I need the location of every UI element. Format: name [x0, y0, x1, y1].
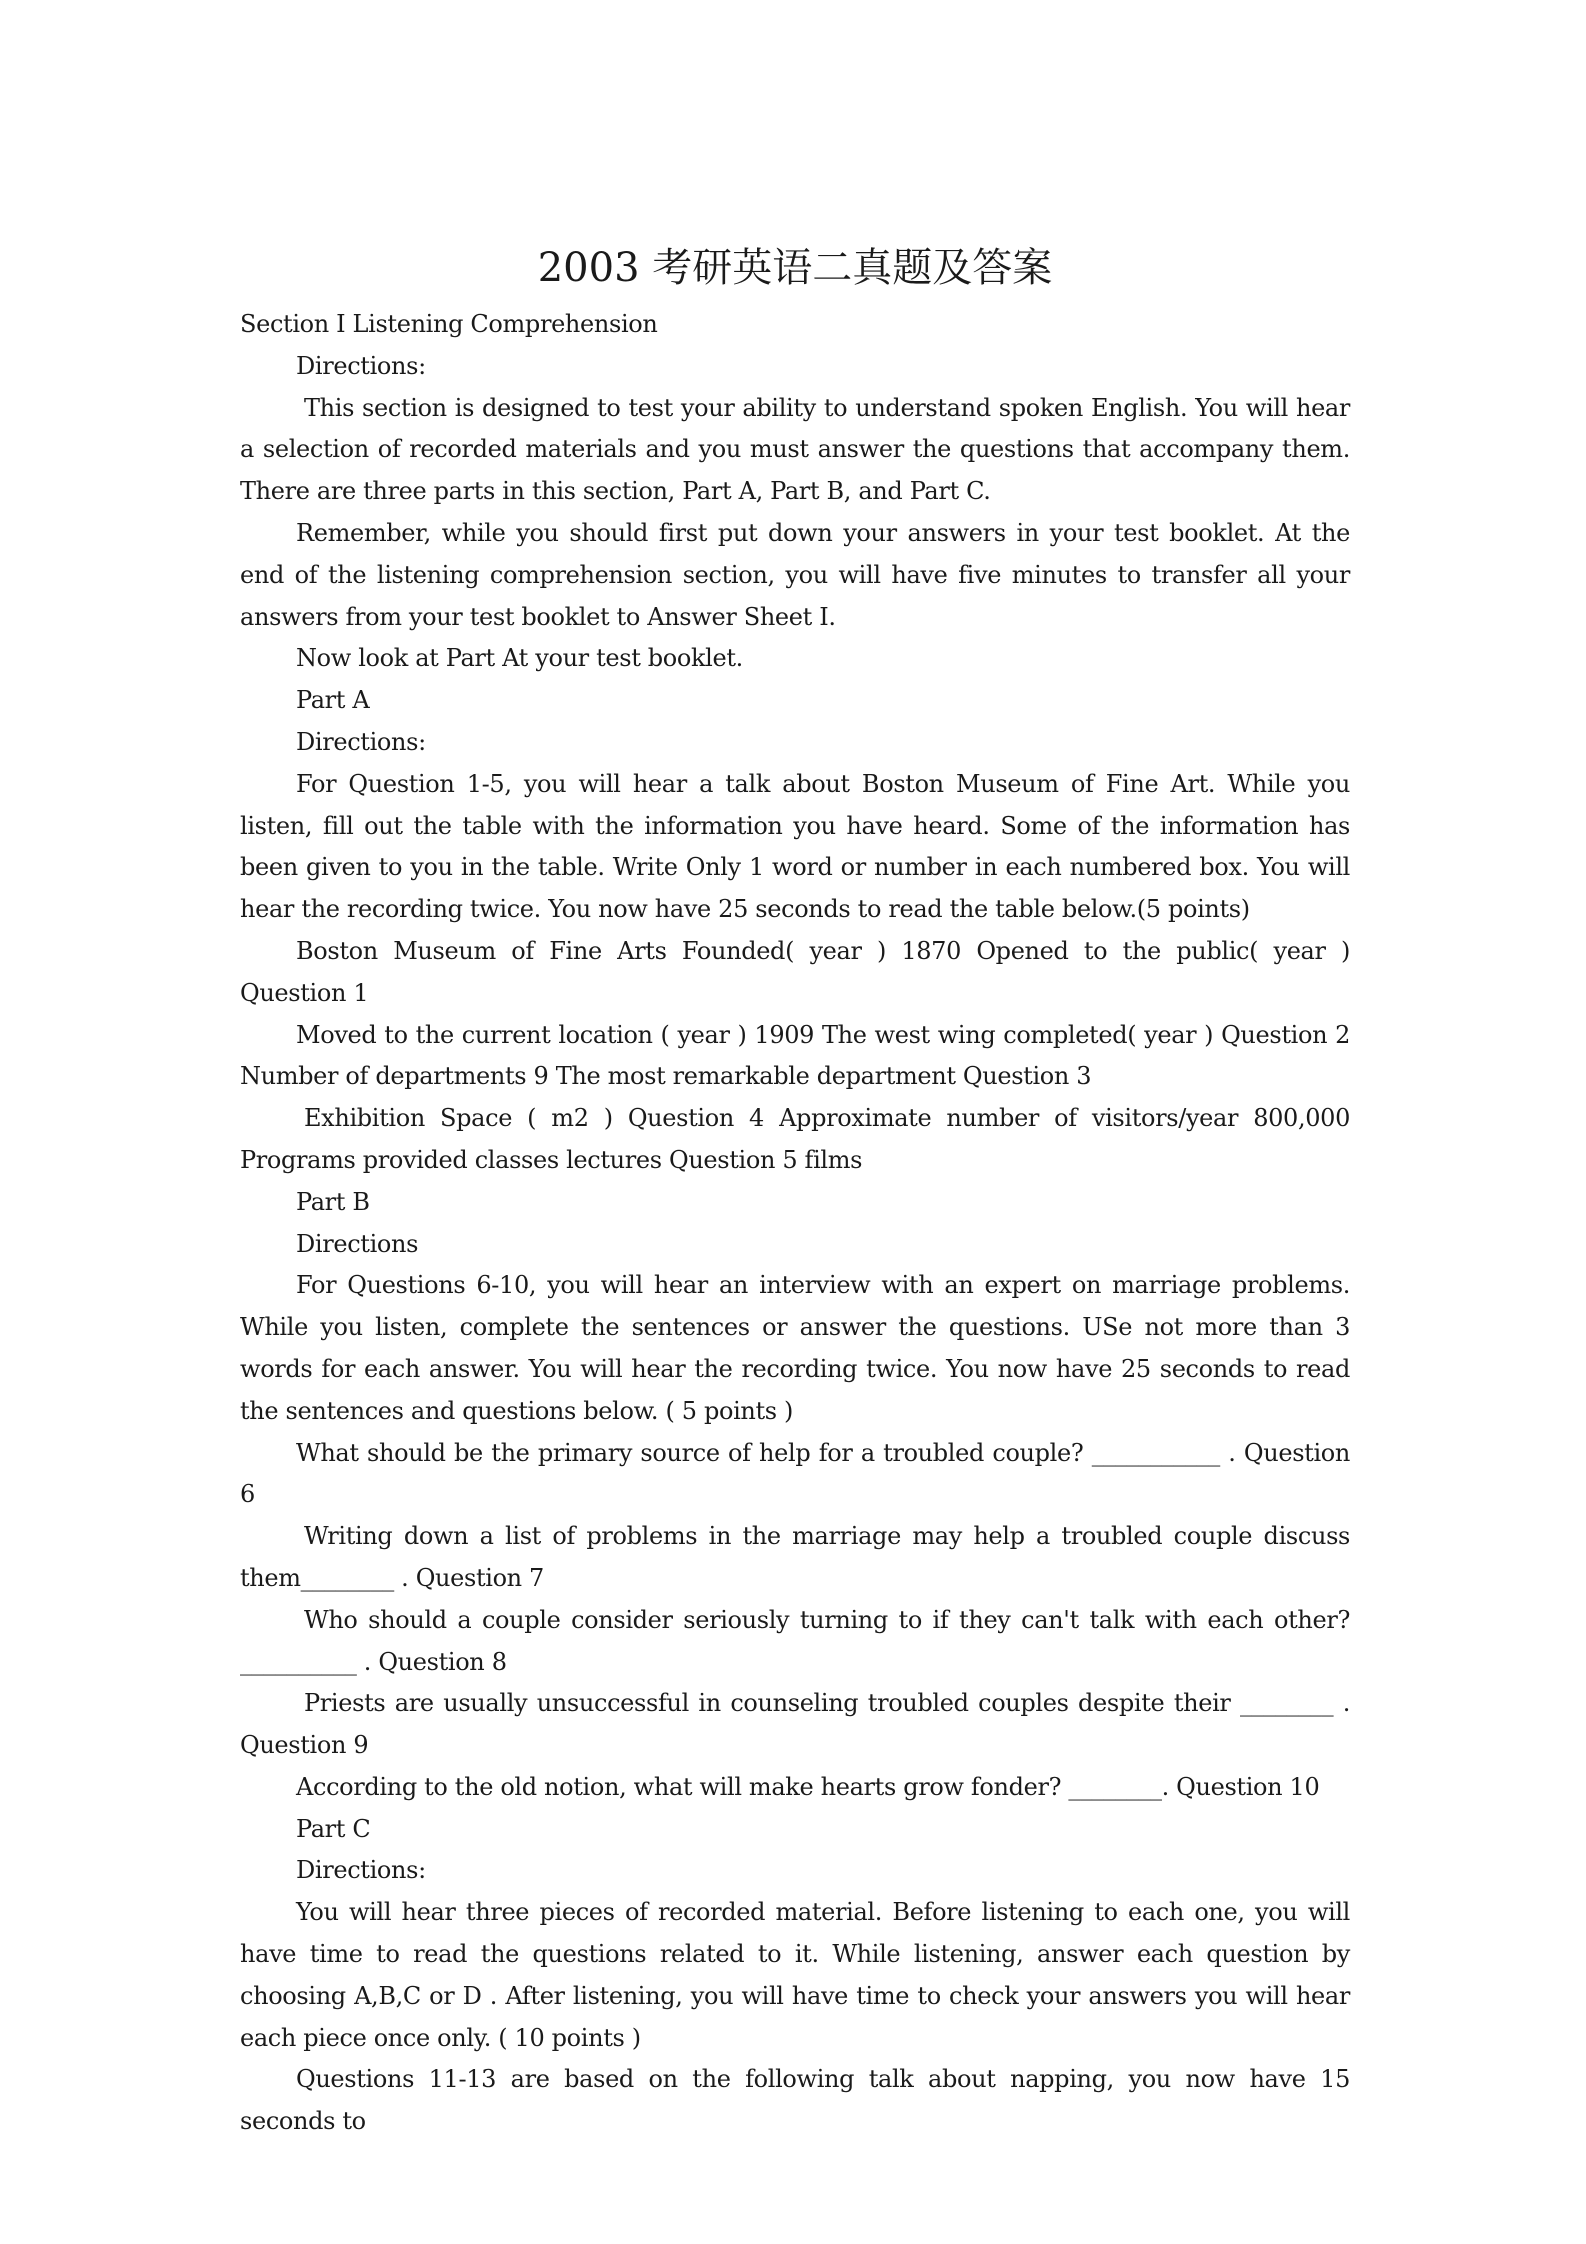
part-a-directions-paragraph: For Question 1-5, you will hear a talk about Boston Museum of Fine Art. While you listen, fill out the table with the information you have heard. Some of the information has been given to you in the table. Write Only 1 word or number in each numbered box. You will hear the recording twice. You now have 25 seconds to read the table below.(5 points) — [240, 769, 1350, 924]
reminder-paragraph: Remember, while you should first put down your answers in your test booklet. At the end of the listening comprehension section, you will have five minutes to transfer all your answers from your test booklet to Answer Sheet I. — [240, 518, 1350, 631]
part-c-heading: Part C — [296, 1814, 371, 1843]
part-b-directions-paragraph: For Questions 6-10, you will hear an interview with an expert on marriage problems. While you listen, complete the sentences or answer the questions. USe not more than 3 words for each answer. You will hear the recording twice. You now have 25 seconds to read the sentences and questions below. ( 5 points ) — [240, 1271, 1350, 1425]
part-c-directions-paragraph: You will hear three pieces of recorded material. Before listening to each one, you will have time to read the questions related to it. While listening, answer each question by choosing A,B,C or D . After listening, you will have time to check your answers you will hear each piece once only. ( 10 points ) — [240, 1898, 1350, 2052]
question-10: According to the old notion, what will make hearts grow fonder? ________. Question 10 — [296, 1772, 1320, 1801]
directions-label: Directions: — [296, 351, 426, 380]
table-line-3: Exhibition Space ( m2 ) Question 4 Approximate number of visitors/year 800,000 Programs provided classes lectures Question 5 films — [240, 1104, 1350, 1174]
instruction-line: Now look at Part At your test booklet. — [296, 644, 743, 673]
part-a-heading: Part A — [296, 686, 370, 715]
document-page — [240, 240, 1350, 2143]
question-7: Writing down a list of problems in the marriage may help a troubled couple discuss them________ . Question 7 — [240, 1522, 1350, 1592]
section-intro-paragraph: This section is designed to test your ability to understand spoken English. You will hear a selection of recorded materials and you must answer the questions that accompany them. There are three parts in this section, Part A, Part B, and Part C. — [240, 393, 1350, 506]
part-a-directions-label: Directions: — [296, 727, 426, 756]
document-title: 2003 考研英语二真题及答案 — [537, 245, 1053, 291]
question-8: Who should a couple consider seriously turning to if they can't talk with each other? __________ . Question 8 — [240, 1605, 1350, 1676]
part-b-heading: Part B — [296, 1187, 370, 1216]
question-9: Priests are usually unsuccessful in counseling troubled couples despite their ________ . Question 9 — [240, 1689, 1350, 1760]
table-line-1: Boston Museum of Fine Arts Founded( year ) 1870 Opened to the public( year ) Question 1 — [240, 936, 1350, 1007]
section-heading: Section I Listening Comprehension — [240, 310, 658, 338]
part-c-directions-label: Directions: — [296, 1856, 426, 1885]
questions-11-13-intro: Questions 11-13 are based on the following talk about napping, you now have 15 seconds to — [240, 2065, 1350, 2136]
question-6: What should be the primary source of help for a troubled couple? ___________ . Question 6 — [240, 1438, 1350, 1509]
part-b-directions-label: Directions — [296, 1229, 419, 1258]
table-line-2: Moved to the current location ( year ) 1909 The west wing completed( year ) Question 2 Number of departments 9 The most remarkable department Question 3 — [240, 1020, 1350, 1091]
